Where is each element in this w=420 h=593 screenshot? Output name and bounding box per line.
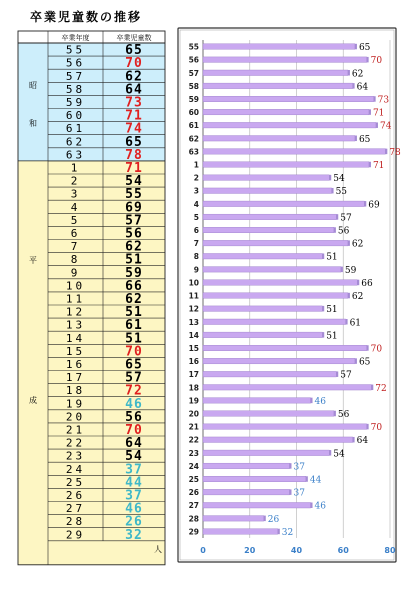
bar xyxy=(203,411,334,417)
y-tick-label: 6 xyxy=(193,226,199,236)
bar xyxy=(203,188,332,194)
count-cell: 51 xyxy=(125,305,143,321)
y-tick-label: 20 xyxy=(188,409,199,419)
bar-end xyxy=(353,83,355,89)
count-cell: 32 xyxy=(125,527,143,543)
bar xyxy=(203,371,336,377)
bar xyxy=(203,529,278,535)
bar-end xyxy=(367,57,369,63)
year-cell: 12 xyxy=(65,305,86,319)
count-cell: 65 xyxy=(125,134,143,150)
count-cell: 65 xyxy=(125,357,143,373)
bar xyxy=(203,516,264,522)
bar-end xyxy=(332,188,334,194)
bar-end xyxy=(341,267,343,273)
data-label: 54 xyxy=(333,449,345,460)
y-tick-label: 29 xyxy=(188,527,199,537)
y-tick-label: 1 xyxy=(193,160,199,170)
bar-end xyxy=(322,332,324,338)
bar xyxy=(203,162,369,168)
y-tick-label: 28 xyxy=(188,514,199,524)
count-cell: 37 xyxy=(125,462,143,478)
y-tick-label: 5 xyxy=(193,212,199,222)
y-tick-label: 18 xyxy=(188,383,199,393)
y-tick-label: 17 xyxy=(188,370,199,380)
x-tick-label: 80 xyxy=(384,546,396,555)
data-label: 62 xyxy=(351,292,364,303)
bar-end xyxy=(289,489,291,495)
bar xyxy=(203,345,367,351)
x-tick-label: 60 xyxy=(337,546,349,555)
data-label: 51 xyxy=(326,305,338,316)
bar xyxy=(203,293,348,299)
y-tick-label: 7 xyxy=(193,239,199,249)
bar-end xyxy=(369,162,371,168)
bar xyxy=(203,476,306,482)
year-cell: 21 xyxy=(65,423,86,437)
bar-end xyxy=(336,214,338,220)
data-label: 37 xyxy=(293,488,305,499)
count-cell: 64 xyxy=(125,82,143,98)
y-tick-label: 4 xyxy=(193,199,199,209)
bar xyxy=(203,44,355,50)
data-label: 71 xyxy=(372,161,385,171)
year-cell: 14 xyxy=(65,331,86,345)
year-cell: 57 xyxy=(65,69,86,83)
page-title: 卒業児童数の推移 xyxy=(30,10,143,24)
data-label: 70 xyxy=(370,56,383,67)
y-tick-label: 60 xyxy=(188,108,199,118)
bar-end xyxy=(348,293,350,299)
bar xyxy=(203,489,289,495)
y-tick-label: 3 xyxy=(193,186,199,196)
year-cell: 25 xyxy=(65,475,86,489)
year-cell: 22 xyxy=(65,436,86,450)
bar-end xyxy=(371,385,373,391)
count-cell: 51 xyxy=(125,252,143,268)
y-tick-label: 22 xyxy=(188,435,199,445)
bar xyxy=(203,109,369,115)
data-label: 65 xyxy=(358,357,371,368)
bar xyxy=(203,385,371,391)
year-cell: 60 xyxy=(65,109,86,123)
year-cell: 58 xyxy=(65,82,86,96)
data-label: 69 xyxy=(368,200,380,211)
year-cell: 19 xyxy=(65,397,86,411)
data-label: 44 xyxy=(309,475,322,486)
count-cell: 66 xyxy=(125,278,143,294)
data-label: 78 xyxy=(389,147,401,158)
year-cell: 56 xyxy=(65,56,86,70)
bar-end xyxy=(311,502,313,508)
count-cell: 56 xyxy=(125,226,143,242)
bar-end xyxy=(376,122,378,128)
year-cell: 5 xyxy=(70,213,81,227)
y-tick-label: 59 xyxy=(188,94,199,104)
bar-end xyxy=(311,398,313,404)
bar xyxy=(203,57,367,63)
y-tick-label: 27 xyxy=(188,501,199,511)
bar-end xyxy=(334,227,336,233)
bar-end xyxy=(367,345,369,351)
count-column-header: 卒業児童数 xyxy=(116,34,152,42)
count-cell: 61 xyxy=(125,318,143,334)
y-tick-label: 15 xyxy=(188,343,199,353)
bar-end xyxy=(334,411,336,417)
year-cell: 13 xyxy=(65,318,86,332)
data-label: 46 xyxy=(314,501,326,512)
count-cell: 62 xyxy=(125,69,143,85)
count-cell: 73 xyxy=(125,95,143,111)
year-cell: 7 xyxy=(70,240,81,254)
data-label: 56 xyxy=(337,226,350,237)
bar-end xyxy=(348,70,350,76)
year-cell: 16 xyxy=(65,358,86,371)
x-tick-label: 40 xyxy=(290,546,303,555)
year-cell: 9 xyxy=(70,266,81,280)
count-cell: 55 xyxy=(125,187,143,203)
data-label: 37 xyxy=(293,462,305,473)
y-tick-label: 13 xyxy=(188,317,199,327)
count-cell: 51 xyxy=(125,331,143,347)
year-cell: 28 xyxy=(65,515,86,529)
bar xyxy=(203,83,353,89)
y-tick-label: 57 xyxy=(188,68,199,78)
count-cell: 62 xyxy=(125,292,143,307)
y-tick-label: 62 xyxy=(188,134,199,144)
count-cell: 71 xyxy=(125,108,143,124)
count-cell: 71 xyxy=(125,161,143,176)
y-tick-label: 23 xyxy=(188,448,199,458)
count-cell: 59 xyxy=(125,265,143,281)
y-tick-label: 9 xyxy=(193,265,199,275)
bar-end xyxy=(329,450,331,456)
bar xyxy=(203,227,334,233)
bar-end xyxy=(355,44,357,50)
bar xyxy=(203,96,374,102)
y-tick-label: 24 xyxy=(188,461,199,471)
bar-end xyxy=(306,476,308,482)
data-label: 57 xyxy=(340,213,352,224)
data-label: 66 xyxy=(361,278,373,289)
y-tick-label: 2 xyxy=(193,173,199,183)
count-cell: 46 xyxy=(125,396,143,412)
data-label: 70 xyxy=(370,344,383,355)
count-cell: 64 xyxy=(125,436,143,452)
data-label: 46 xyxy=(314,396,326,407)
year-cell: 11 xyxy=(65,292,86,306)
bar xyxy=(203,463,289,469)
year-cell: 63 xyxy=(65,148,86,162)
data-label: 32 xyxy=(281,527,294,538)
year-cell: 24 xyxy=(65,462,86,476)
unit-label: 人 xyxy=(154,544,162,554)
data-label: 55 xyxy=(335,187,348,198)
bar-end xyxy=(367,424,369,430)
year-cell: 10 xyxy=(65,279,86,293)
era-heisei-char-1: 平 xyxy=(29,255,37,265)
count-cell: 70 xyxy=(125,423,143,438)
bar xyxy=(203,175,329,181)
bar-end xyxy=(322,306,324,312)
bar xyxy=(203,358,355,364)
year-cell: 29 xyxy=(65,528,86,542)
data-label: 65 xyxy=(358,43,371,54)
year-cell: 4 xyxy=(70,200,81,214)
data-label: 64 xyxy=(356,82,369,93)
data-label: 26 xyxy=(267,514,280,525)
y-tick-label: 11 xyxy=(188,291,199,301)
bar xyxy=(203,332,322,338)
bar-end xyxy=(355,136,357,142)
bar xyxy=(203,306,322,312)
y-tick-label: 26 xyxy=(188,488,199,498)
y-tick-label: 61 xyxy=(188,121,199,131)
count-cell: 72 xyxy=(125,383,143,399)
year-cell: 3 xyxy=(70,187,81,201)
bar-end xyxy=(357,280,359,286)
count-cell: 65 xyxy=(125,43,143,59)
year-column-header: 卒業年度 xyxy=(61,34,90,42)
bar-end xyxy=(336,371,338,377)
bar xyxy=(203,319,346,325)
year-cell: 8 xyxy=(70,253,81,267)
y-tick-label: 10 xyxy=(188,278,199,288)
year-cell: 61 xyxy=(65,122,86,136)
data-label: 59 xyxy=(344,265,357,276)
year-cell: 17 xyxy=(65,371,86,385)
year-cell: 6 xyxy=(70,227,81,240)
count-cell: 57 xyxy=(125,213,143,229)
year-cell: 20 xyxy=(65,410,86,424)
data-label: 74 xyxy=(379,121,392,132)
bar xyxy=(203,424,367,430)
year-cell: 59 xyxy=(65,96,86,109)
bar xyxy=(203,201,364,207)
bar xyxy=(203,214,336,220)
y-tick-label: 25 xyxy=(188,475,199,485)
bar-end xyxy=(278,529,280,535)
data-label: 57 xyxy=(340,370,352,381)
data-label: 54 xyxy=(333,174,345,185)
bar xyxy=(203,450,329,456)
bar-end xyxy=(322,253,324,259)
year-cell: 23 xyxy=(65,449,86,463)
bar-end xyxy=(364,201,366,207)
count-cell: 70 xyxy=(125,56,143,72)
y-tick-label: 63 xyxy=(188,147,199,157)
data-label: 73 xyxy=(377,95,390,106)
data-label: 72 xyxy=(375,383,387,394)
count-cell: 74 xyxy=(125,121,143,137)
year-cell: 1 xyxy=(70,161,81,175)
bar-end xyxy=(374,96,376,102)
x-tick-label: 0 xyxy=(200,546,206,555)
y-tick-label: 8 xyxy=(193,252,199,262)
data-label: 51 xyxy=(326,252,338,263)
year-cell: 18 xyxy=(65,384,86,398)
bar-end xyxy=(385,149,387,155)
count-cell: 70 xyxy=(125,344,143,360)
bar xyxy=(203,398,311,404)
bar xyxy=(203,437,353,443)
data-label: 51 xyxy=(326,331,338,342)
y-tick-label: 58 xyxy=(188,81,199,91)
era-showa-char-2: 和 xyxy=(29,118,37,128)
y-tick-label: 14 xyxy=(188,330,199,340)
bar xyxy=(203,136,355,142)
y-tick-label: 21 xyxy=(188,422,199,432)
data-label: 64 xyxy=(356,436,369,447)
bar-end xyxy=(348,240,350,246)
y-tick-label: 12 xyxy=(188,304,199,314)
year-cell: 26 xyxy=(65,489,86,502)
count-cell: 44 xyxy=(125,475,143,491)
count-cell: 56 xyxy=(125,409,143,425)
x-tick-label: 20 xyxy=(244,546,256,555)
bar-end xyxy=(264,516,266,522)
count-cell: 78 xyxy=(125,147,143,163)
data-label: 71 xyxy=(372,108,385,119)
year-cell: 55 xyxy=(65,43,86,57)
data-label: 61 xyxy=(349,318,362,329)
count-cell: 54 xyxy=(125,174,143,190)
bar xyxy=(203,502,311,508)
year-cell: 62 xyxy=(65,135,86,149)
count-cell: 62 xyxy=(125,239,143,255)
bar xyxy=(203,267,341,273)
count-cell: 54 xyxy=(125,449,143,465)
bar-end xyxy=(289,463,291,469)
count-cell: 37 xyxy=(125,488,143,504)
bar-end xyxy=(346,319,348,325)
data-label: 62 xyxy=(351,239,364,250)
bar-end xyxy=(353,437,355,443)
bar-end xyxy=(329,175,331,181)
bar-end xyxy=(355,358,357,364)
era-showa-char-1: 昭 xyxy=(29,80,37,90)
bar xyxy=(203,122,376,128)
bar-end xyxy=(369,109,371,115)
count-cell: 26 xyxy=(125,514,143,530)
y-tick-label: 55 xyxy=(188,42,199,52)
y-tick-label: 19 xyxy=(188,396,199,406)
bar xyxy=(203,280,357,286)
count-cell: 69 xyxy=(125,200,143,216)
data-label: 56 xyxy=(337,410,350,420)
year-cell: 27 xyxy=(65,502,86,516)
count-cell: 46 xyxy=(125,501,143,517)
year-cell: 15 xyxy=(65,344,86,358)
bar xyxy=(203,253,322,259)
era-heisei-char-2: 成 xyxy=(29,395,37,405)
bar xyxy=(203,149,385,155)
data-label: 62 xyxy=(351,69,364,80)
year-cell: 2 xyxy=(70,174,81,188)
data-label: 70 xyxy=(370,423,383,434)
y-tick-label: 16 xyxy=(188,357,199,367)
count-cell: 57 xyxy=(125,370,143,386)
data-label: 65 xyxy=(358,134,371,145)
bar xyxy=(203,70,348,76)
bar xyxy=(203,240,348,246)
y-tick-label: 56 xyxy=(188,55,199,65)
